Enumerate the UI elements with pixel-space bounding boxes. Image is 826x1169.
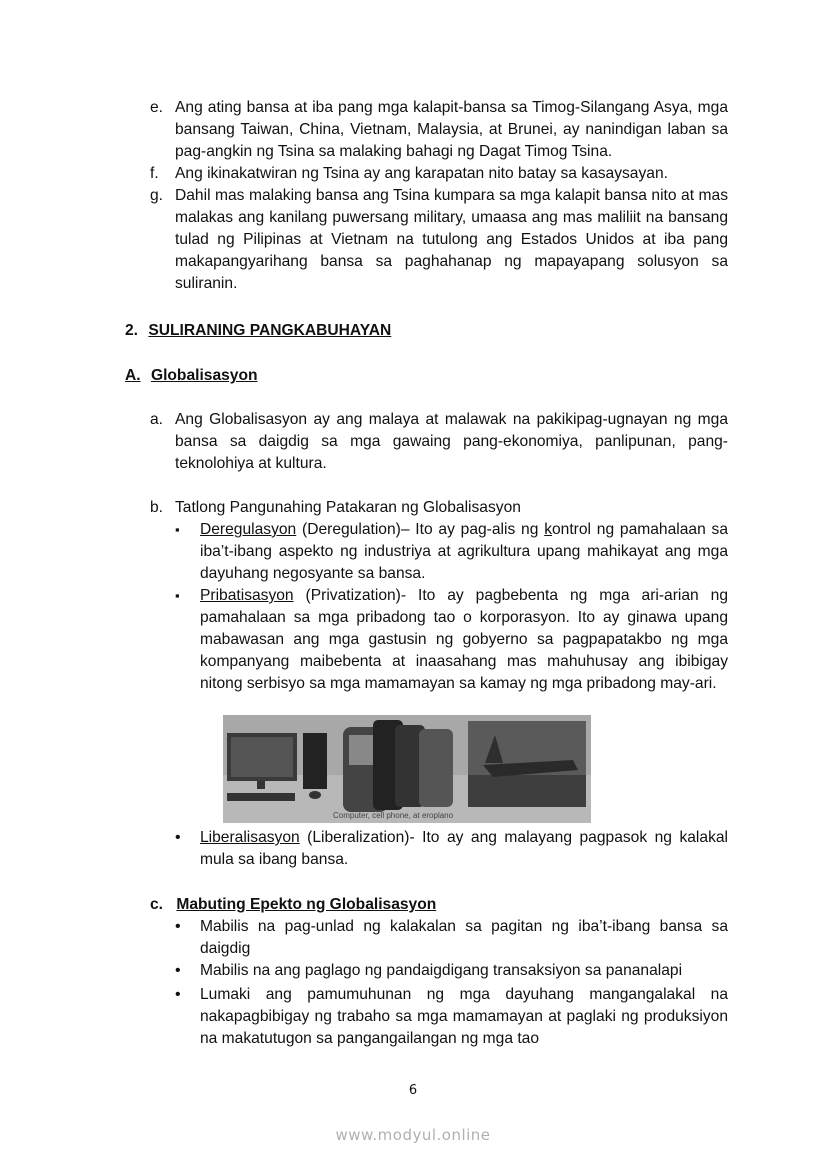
- watermark: www.modyul.online: [335, 1126, 491, 1144]
- policy-pribatisasyon: ▪ Pribatisasyon (Privatization)- Ito ay pagbebenta ng mga ari-arian ng pamahalaan sa mga pribadong tao o korporasyon. Ito ay ginawa upang mabawasan ang mga gastusin ng gobyerno sa pagpapatakbo ng mga kompanyang maibebenta at inaasahang mas mahuhusay ang ibibigay nitong serbisyo sa mga mamamayan sa kamay ng mga pribadong may-ari.: [175, 587, 728, 692]
- list-marker: b.: [150, 499, 164, 516]
- effect-bullet: [175, 960, 728, 982]
- list-item-f: [150, 163, 728, 185]
- list-text: Tatlong Pangunahing Patakaran ng Globalisasyon: [175, 499, 521, 516]
- list-marker: e.: [150, 99, 164, 116]
- list-item-a: [150, 409, 728, 475]
- page-number: 6: [408, 1083, 418, 1098]
- figure-caption: Computer, cell phone, at eroplano: [333, 811, 454, 820]
- bullet-text: Mabilis na ang paglago ng pandaigdigang transaksiyon sa pananalapi: [200, 962, 683, 979]
- section-a-heading: [125, 365, 258, 387]
- policy-term: Pribatisasyon: [200, 587, 294, 604]
- list-marker: f.: [150, 165, 159, 182]
- section-number: 2.: [125, 322, 139, 339]
- section-2-heading: [125, 320, 391, 342]
- list-marker: c.: [150, 896, 164, 913]
- list-item-g: [150, 185, 728, 295]
- globalization-figure: [223, 715, 591, 823]
- section-letter: A.: [125, 367, 141, 384]
- bullet-text: Lumaki ang pamumuhunan ng mga dayuhang mangangalakal na nakapagbibigay ng trabaho sa mga mamamayan at paglaki ng produksiyon na makatutugon sa pangangailangan ng mga tao: [200, 986, 728, 1047]
- list-item-b: [150, 497, 728, 519]
- section-title: Globalisasyon: [150, 367, 258, 384]
- item-c-heading: [150, 894, 436, 916]
- list-text: Ang ikinakatwiran ng Tsina ay ang karapatan nito batay sa kasaysayan.: [175, 165, 668, 182]
- policy-term: Deregulasyon: [200, 521, 297, 538]
- item-c-title: Mabuting Epekto ng Globalisasyon: [176, 896, 437, 913]
- round-bullet-icon: •: [175, 986, 181, 1003]
- round-bullet-icon: •: [175, 962, 181, 979]
- bullet-text: Mabilis na pag-unlad ng kalakalan sa pagitan ng iba’t-ibang bansa sa daigdig: [200, 918, 728, 957]
- round-bullet-icon: •: [175, 918, 181, 935]
- list-marker: g.: [150, 187, 164, 204]
- list-text: Ang ating bansa at iba pang mga kalapit-bansa sa Timog-Silangang Asya, mga bansang Taiwan, China, Vietnam, Malaysia, at Brunei, ay nanindigan laban sa pag-angkin ng Tsina sa malaking bahagi ng Dagat Timog Tsina.: [175, 99, 728, 160]
- section-title: SULIRANING PANGKABUHAYAN: [148, 322, 392, 339]
- policy-liberalisasyon: • Liberalisasyon (Liberalization)- Ito ay ang malayang pagpasok ng kalakal mula sa ibang bansa.: [175, 829, 728, 868]
- effect-bullet: [175, 984, 728, 1050]
- square-bullet-icon: ▪: [175, 588, 180, 603]
- policy-term: Liberalisasyon: [200, 829, 300, 846]
- list-item-e: [150, 97, 728, 163]
- round-bullet-icon: •: [175, 829, 181, 846]
- policy-deregulasyon: ▪ Deregulasyon (Deregulation)– Ito ay pag-alis ng kontrol ng pamahalaan sa iba’t-ibang aspekto ng industriya at agrikultura upang mahikayat ang mga dayuhang negosyante sa bansa.: [175, 521, 728, 582]
- list-text: Ang Globalisasyon ay ang malaya at malawak na pakikipag-ugnayan ng mga bansa sa daigdig sa mga gawaing pang-ekonomiya, panlipunan, pang-teknolohiya at kultura.: [175, 411, 728, 472]
- effect-bullet: [175, 916, 728, 960]
- square-bullet-icon: ▪: [175, 522, 180, 537]
- devices-image: [223, 715, 591, 823]
- list-marker: a.: [150, 411, 164, 428]
- list-text: Dahil mas malaking bansa ang Tsina kumpara sa mga kalapit bansa nito at mas malakas ang kanilang puwersang military, umaasa ang mas maliliit na bansang tulad ng Pilipinas at Vietnam na tutulong ang Estados Unidos at iba pang makapangyarihang bansa sa paghahanap ng mapayapang solusyon sa suliranin.: [175, 187, 728, 292]
